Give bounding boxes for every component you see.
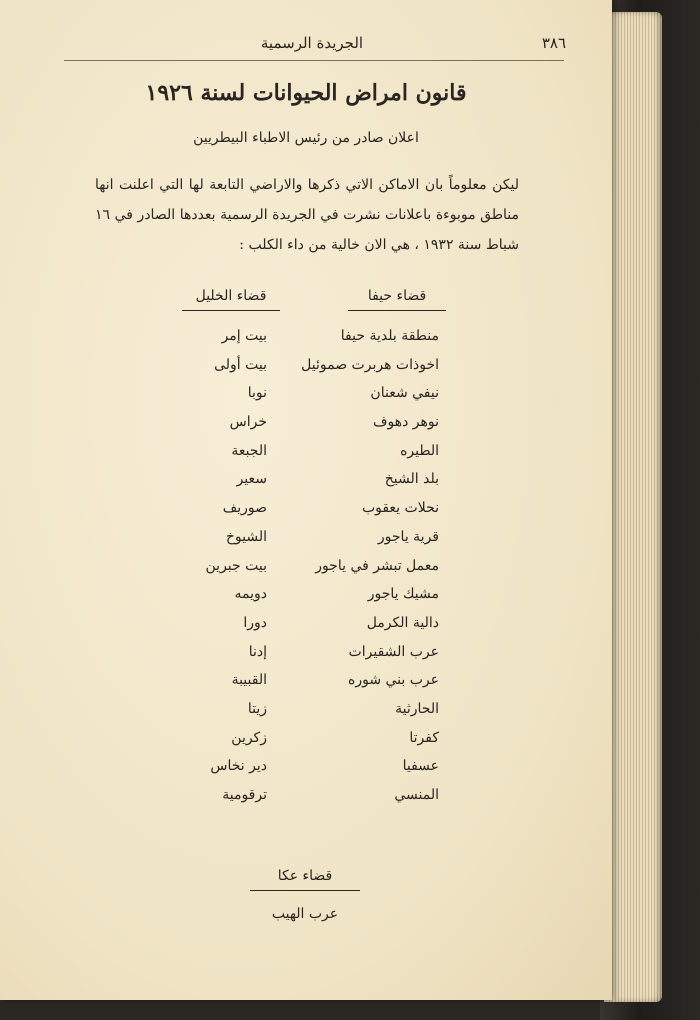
running-header (62, 34, 566, 56)
haifa-list-item: نوهر دهوف (372, 414, 439, 431)
acre-heading: قضاء عكا (250, 868, 360, 891)
hebron-list-item: بيت جبرين (205, 557, 267, 574)
haifa-list-item: نحلات يعقوب (361, 500, 439, 517)
haifa-list-item: منطقة بلدية حيفا (340, 328, 439, 344)
hebron-heading: قضاء الخليل (182, 288, 280, 311)
hebron-list-item: الشيوخ (225, 528, 267, 545)
hebron-list-item: دورا (243, 614, 267, 631)
haifa-list-item: المنسي (394, 787, 439, 803)
hebron-list-item: الجبعة (231, 442, 267, 459)
haifa-list-item: الطيره (400, 442, 439, 459)
hebron-list-item: دويمه (234, 586, 267, 603)
running-title: الجريدة الرسمية (260, 34, 364, 52)
haifa-list-item: الحارثية (395, 700, 439, 717)
header-rule (64, 60, 564, 61)
haifa-list-item: بلد الشيخ (384, 471, 439, 488)
page-number: ٣٨٦ (541, 34, 566, 52)
haifa-list-item: كفرتا (409, 729, 439, 746)
hebron-list-item: القبيبة (231, 672, 267, 689)
haifa-list-item: عسفيا (402, 758, 439, 775)
haifa-list-item: دالية الكرمل (366, 614, 439, 631)
notice-body: ليكن معلوماً بان الاماكن الاتي ذكرها والاراضي التابعة لها التي اعلنت انها مناطق موبوءة باعلانات نشرت في الجريدة الرسمية بعددها الصادر في ١٦ شباط سنة ١٩٣٢ ، هي الان خالية من داء الكلب : (95, 177, 519, 253)
haifa-list (259, 322, 439, 810)
hebron-list-item: بيت إمر (221, 328, 267, 344)
haifa-list-item: قرية ياجور (377, 528, 439, 545)
hebron-list-item: ترقومية (222, 787, 267, 803)
acre-item: عرب الهيب (271, 906, 339, 922)
hebron-list-item: بيت أولى (214, 356, 267, 373)
haifa-list-item: عرب الشقيرات (348, 643, 439, 660)
hebron-list-item: زكرين (231, 729, 267, 746)
haifa-list-item: عرب بني شوره (347, 672, 439, 689)
hebron-list (147, 322, 267, 810)
haifa-heading: قضاء حيفا (348, 288, 446, 311)
haifa-list-item: معمل تبشر في ياجور (315, 557, 439, 574)
hebron-list-item: دير نخاس (210, 758, 267, 775)
haifa-list-item: مشيك ياجور (367, 586, 439, 603)
hebron-list-item: نوبا (247, 385, 267, 402)
notice-subtitle: اعلان صادر من رئيس الاطباء البيطريين (193, 130, 419, 146)
law-title: قانون امراض الحيوانات لسنة ١٩٢٦ (145, 80, 467, 106)
haifa-list-item: اخوذات هربرت صموئيل (301, 356, 439, 373)
hebron-list-item: زيتا (247, 700, 267, 717)
hebron-list-item: صوريف (222, 500, 267, 517)
hebron-list-item: إدنا (248, 643, 267, 660)
haifa-list-item: نيفي شعنان (370, 385, 439, 402)
hebron-list-item: خراس (229, 414, 267, 431)
page-edges (604, 12, 662, 1002)
hebron-list-item: سعير (236, 471, 267, 488)
